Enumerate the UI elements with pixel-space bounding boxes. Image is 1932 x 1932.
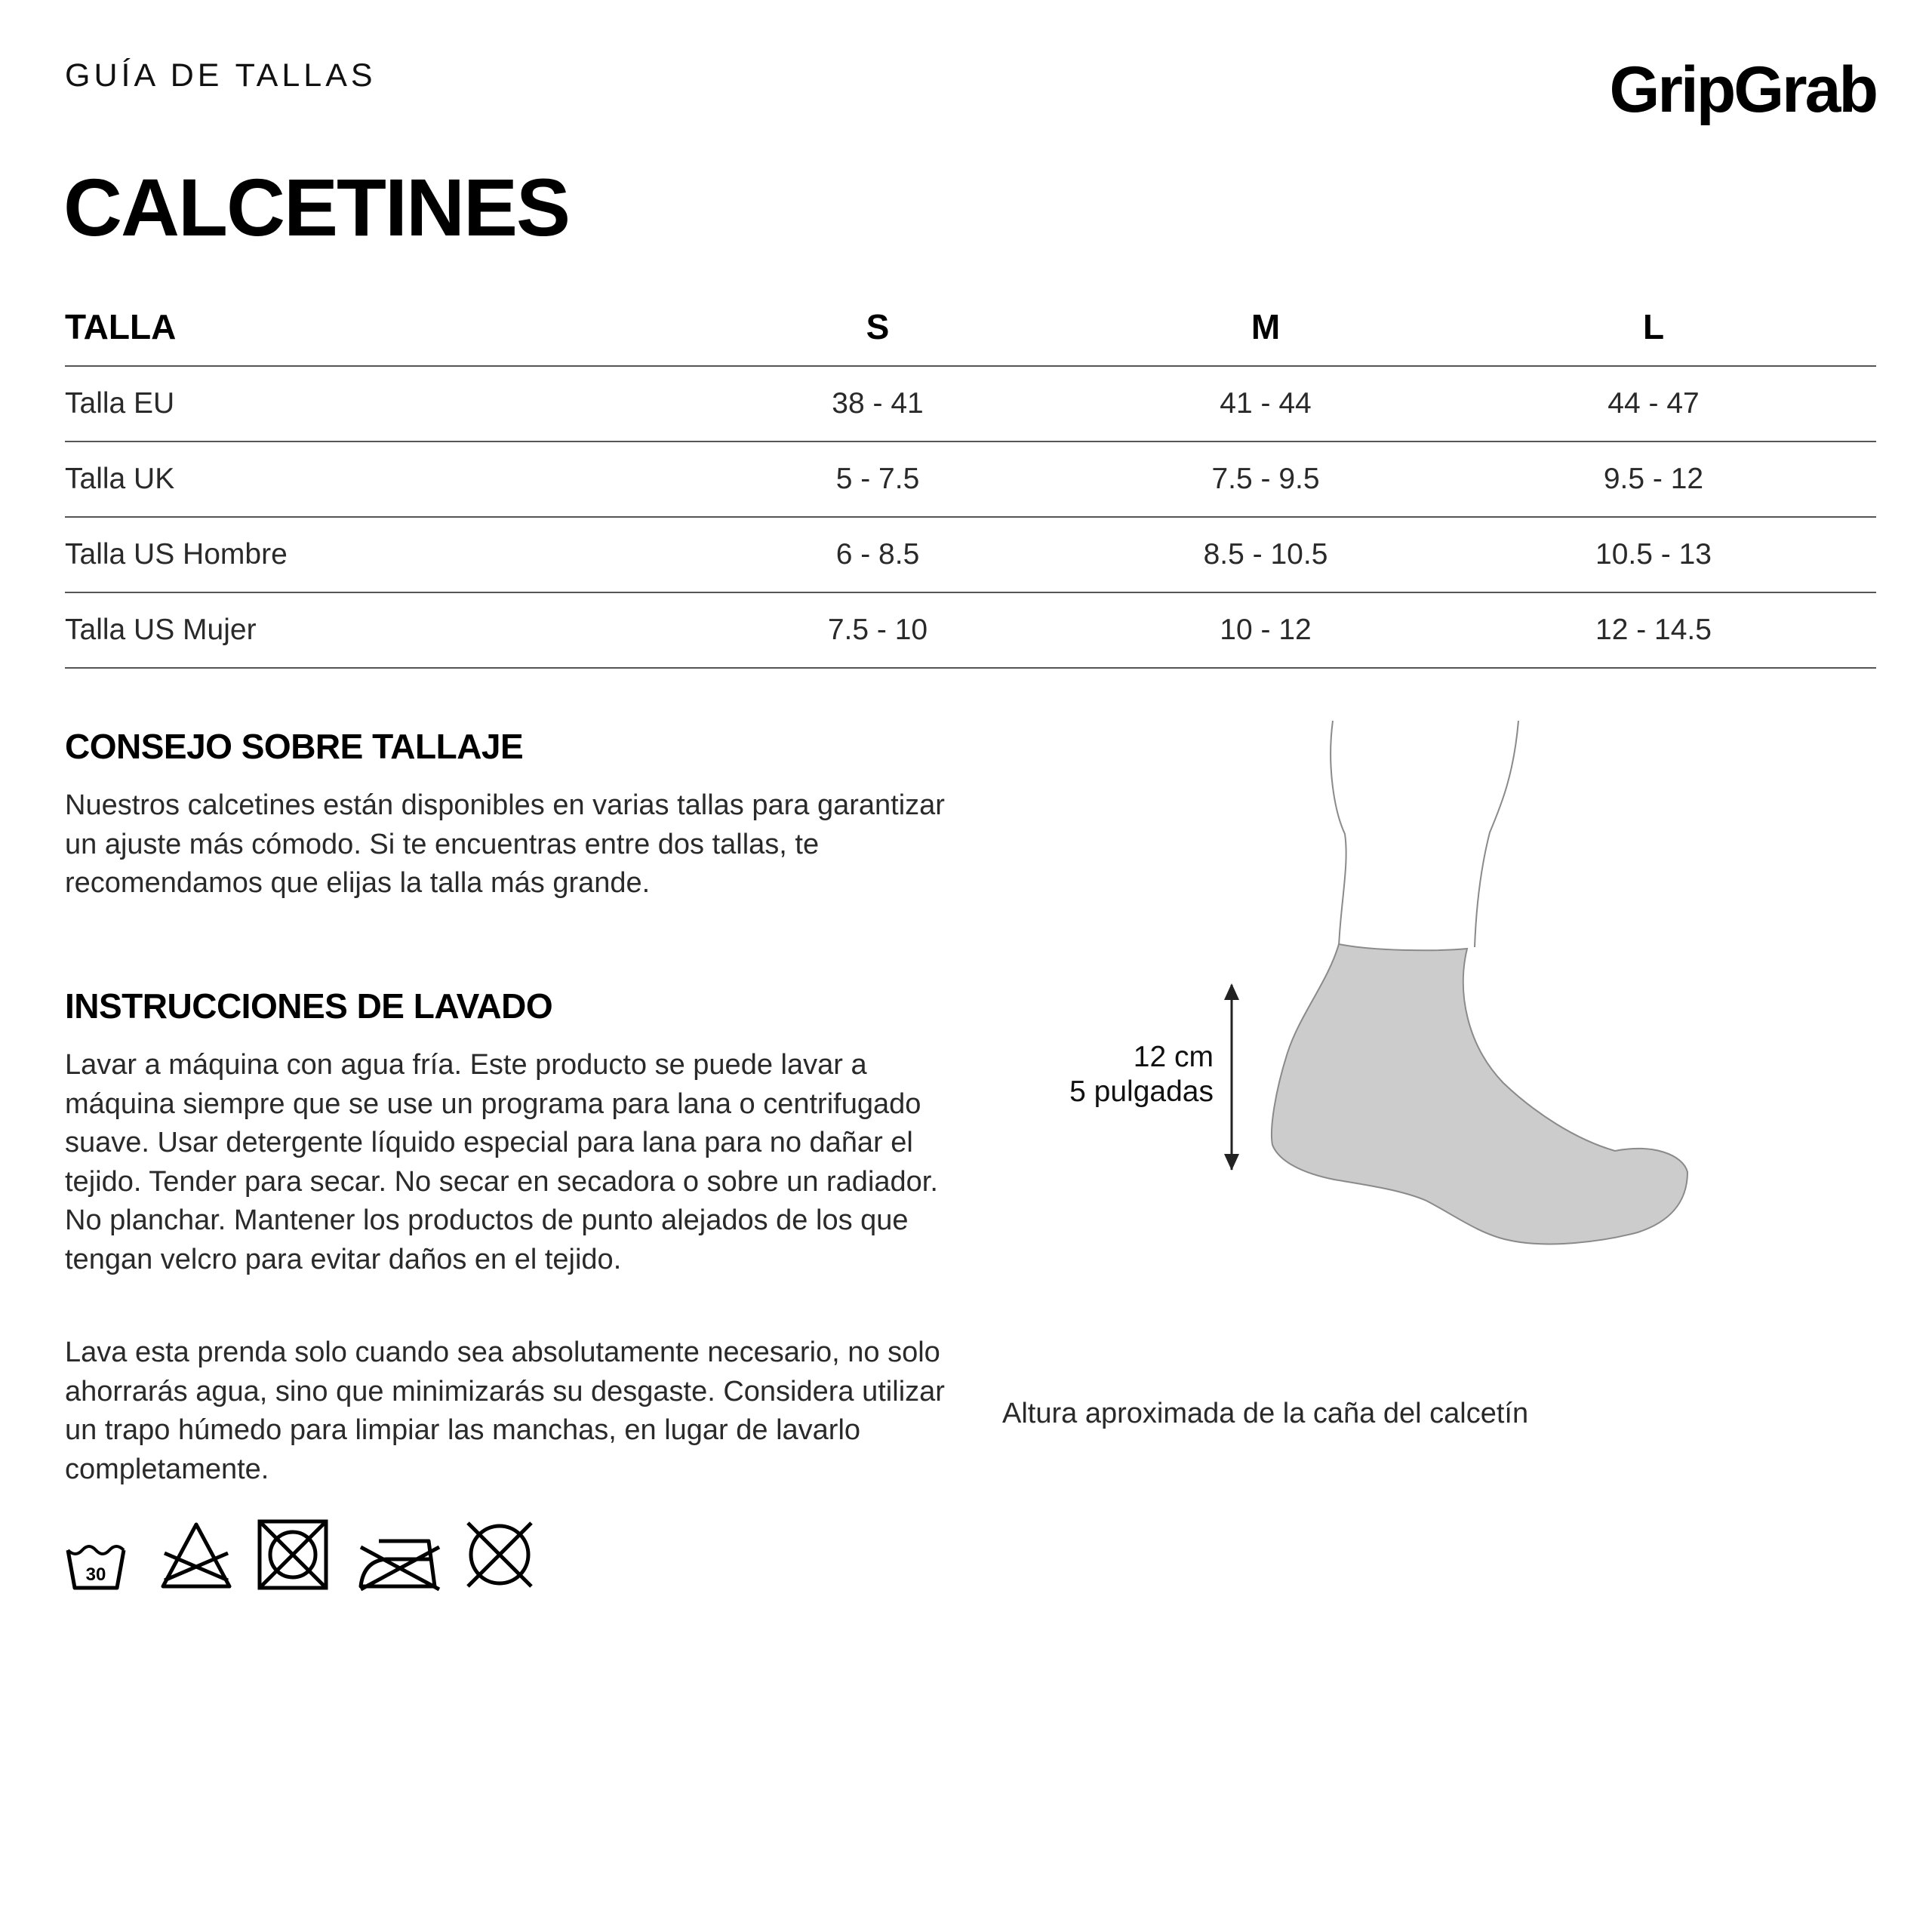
row-label: Talla UK [65,441,684,517]
table-row [65,592,1876,668]
cell-value: 41 - 44 [1072,366,1460,441]
sock-height-label [1069,1040,1214,1109]
cell-value: 10 - 12 [1072,592,1460,668]
header-size-l: L [1460,288,1847,366]
cell-value: 44 - 47 [1460,366,1847,441]
washing-text-1: Lavar a máquina con agua fría. Este producto se puede lavar a máquina siempre que se use un programa para lana o centrifugado suave. Usar detergente líquido especial para lana para no dañar el tejido. Tender para secar. No secar en secadora o sobre un radiador. No planchar. Mantener los productos de punto alejados de los que tengan velcro para evitar daños en el tejido. [65,1049,938,1275]
no-iron-icon [356,1517,444,1592]
height-arrow-top [1224,983,1239,1000]
leg-outline [1331,721,1346,947]
no-dry-clean-icon [462,1517,537,1592]
header-size-m: M [1072,288,1460,366]
height-arrow-bottom [1224,1154,1239,1171]
no-bleach-icon [158,1517,234,1592]
table-row [65,366,1876,441]
row-label: Talla US Hombre [65,517,684,592]
row-spacer [1847,517,1876,592]
fit-advice-heading: CONSEJO SOBRE TALLAJE [65,727,524,766]
cell-value: 9.5 - 12 [1460,441,1847,517]
guide-kicker: GUÍA DE TALLAS [65,57,377,94]
row-spacer [1847,592,1876,668]
cell-value: 5 - 7.5 [684,441,1072,517]
washing-text-2: Lava esta prenda solo cuando sea absolutamente necesario, no solo ahorrarás agua, sino que minimizarás su desgaste. Considera utilizar un trapo húmedo para limpiar las manchas, en lugar de lavarlo completamente. [65,1337,945,1485]
sock-shape [1272,944,1687,1244]
care-icons [65,1517,548,1592]
size-table [65,288,1876,669]
wash-temperature-label: 30 [85,1564,106,1585]
brand-logo: GripGrab [1609,54,1876,126]
row-label: Talla US Mujer [65,592,684,668]
row-label: Talla EU [65,366,684,441]
cell-value: 8.5 - 10.5 [1072,517,1460,592]
row-spacer [1847,366,1876,441]
header-size-s: S [684,288,1072,366]
header-spacer [1847,288,1876,366]
sock-height-cm: 12 cm [1133,1041,1214,1073]
leg-outline-back [1475,721,1518,947]
fit-advice-text: Nuestros calcetines están disponibles en varias tallas para garantizar un ajuste más cómodo. Si te encuentras entre dos tallas, te recomendamos que elijas la talla más grande. [65,789,945,899]
cell-value: 6 - 8.5 [684,517,1072,592]
wash-30-icon [65,1517,127,1592]
sock-diagram [1034,721,1713,1324]
row-spacer [1847,441,1876,517]
no-tumble-dry-icon [255,1517,331,1592]
header-talla: TALLA [65,288,684,366]
cell-value: 10.5 - 13 [1460,517,1847,592]
cell-value: 38 - 41 [684,366,1072,441]
cell-value: 12 - 14.5 [1460,592,1847,668]
table-row [65,517,1876,592]
page-title: CALCETINES [63,162,570,253]
sock-height-in: 5 pulgadas [1069,1075,1214,1108]
cell-value: 7.5 - 9.5 [1072,441,1460,517]
size-table-header-row [65,288,1876,366]
washing-heading: INSTRUCCIONES DE LAVADO [65,986,553,1026]
cell-value: 7.5 - 10 [684,592,1072,668]
sock-caption: Altura aproximada de la caña del calcetín [1002,1398,1529,1429]
table-row [65,441,1876,517]
